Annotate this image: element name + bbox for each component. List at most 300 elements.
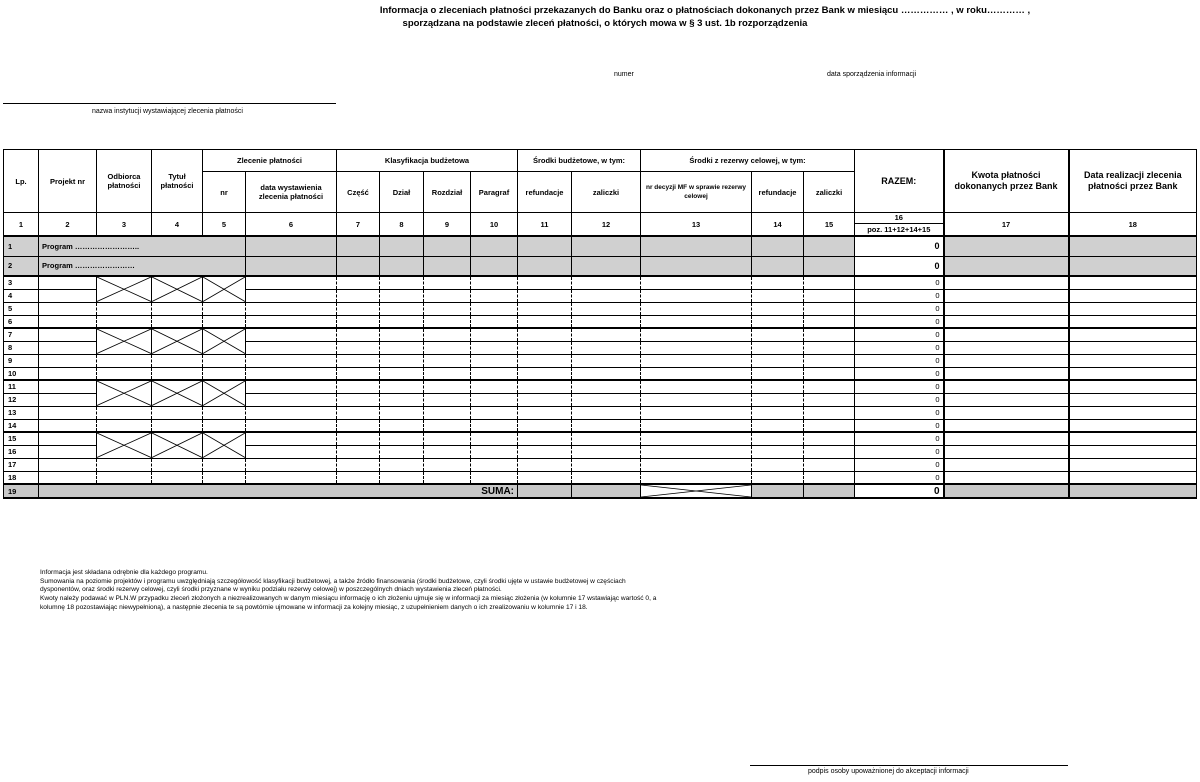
row-cell — [518, 276, 572, 289]
note-line: kolumnę 18 pozostawiając niewypełnioną), a następnie zlecenia te są powtórnie ujmowane w informacji za kolejny miesiąc, z uzupełnieniem danych o ich zrealizowaniu w kolumnie 17 i 18. — [40, 603, 588, 611]
sum-zaliczki-1 — [572, 484, 641, 498]
column-16-formula: poz. 11+12+14+15 — [867, 225, 931, 234]
row-cell — [246, 328, 337, 341]
row-data-realizacji — [1069, 328, 1197, 341]
signature-label: podpis osoby upoważnionej do akceptacji informacji — [808, 768, 969, 775]
row-cell — [804, 471, 855, 484]
row-total: 0 — [855, 393, 944, 406]
column-number-7: 7 — [337, 213, 380, 237]
table-row — [4, 458, 1197, 471]
column-number-16-label: 16 — [855, 213, 943, 224]
row-cell — [641, 419, 752, 432]
row-data-realizacji — [1069, 419, 1197, 432]
row-cell — [246, 276, 337, 289]
row-cell — [246, 458, 337, 471]
program-cell — [641, 256, 752, 276]
row-cell — [424, 406, 471, 419]
column-number-row — [4, 213, 1197, 237]
crossed-cell — [203, 276, 246, 302]
row-total: 0 — [855, 445, 944, 458]
row-cell — [203, 354, 246, 367]
row-cell — [39, 458, 97, 471]
row-cell — [97, 354, 152, 367]
row-cell — [380, 406, 424, 419]
row-cell — [752, 471, 804, 484]
row-cell — [380, 315, 424, 328]
program-cell — [572, 256, 641, 276]
row-cell — [518, 419, 572, 432]
cross-out-mark — [152, 381, 202, 406]
header-refundacje-1: refundacje — [518, 172, 572, 213]
row-cell — [380, 354, 424, 367]
cross-out-mark — [152, 433, 202, 458]
program-lp: 2 — [4, 256, 39, 276]
row-total: 0 — [855, 315, 944, 328]
row-lp: 15 — [4, 432, 39, 445]
row-cell — [337, 302, 380, 315]
row-cell — [641, 328, 752, 341]
row-cell — [39, 367, 97, 380]
row-lp: 12 — [4, 393, 39, 406]
program-row — [4, 236, 1197, 256]
row-cell — [752, 289, 804, 302]
column-number-13: 13 — [641, 213, 752, 237]
row-kwota — [944, 328, 1069, 341]
row-lp: 13 — [4, 406, 39, 419]
row-cell — [380, 458, 424, 471]
row-cell — [641, 458, 752, 471]
row-cell — [518, 432, 572, 445]
row-data-realizacji — [1069, 367, 1197, 380]
crossed-cell — [152, 432, 203, 458]
row-cell — [380, 302, 424, 315]
row-data-realizacji — [1069, 276, 1197, 289]
row-cell — [804, 380, 855, 393]
row-data-realizacji — [1069, 289, 1197, 302]
crossed-cell — [97, 276, 152, 302]
program-cell — [752, 256, 804, 276]
column-number-6: 6 — [246, 213, 337, 237]
row-cell — [572, 354, 641, 367]
table-row — [4, 471, 1197, 484]
row-cell — [337, 406, 380, 419]
row-cell — [804, 458, 855, 471]
program-row — [4, 256, 1197, 276]
row-cell — [424, 328, 471, 341]
row-cell — [471, 328, 518, 341]
header-razem: RAZEM: — [855, 150, 944, 213]
row-kwota — [944, 445, 1069, 458]
crossed-cell — [203, 432, 246, 458]
row-cell — [246, 432, 337, 445]
row-cell — [752, 328, 804, 341]
row-lp: 16 — [4, 445, 39, 458]
program-data-realizacji — [1069, 256, 1197, 276]
row-cell — [424, 341, 471, 354]
column-number-10: 10 — [471, 213, 518, 237]
row-cell — [39, 354, 97, 367]
table-row — [4, 302, 1197, 315]
row-cell — [752, 276, 804, 289]
row-cell — [641, 445, 752, 458]
row-cell — [518, 393, 572, 406]
row-cell — [424, 380, 471, 393]
header-refundacje-2: refundacje — [752, 172, 804, 213]
row-cell — [152, 419, 203, 432]
row-cell — [471, 354, 518, 367]
row-cell — [471, 341, 518, 354]
row-cell — [752, 419, 804, 432]
row-cell — [752, 302, 804, 315]
crossed-cell — [97, 328, 152, 354]
row-cell — [337, 471, 380, 484]
row-cell — [572, 289, 641, 302]
row-cell — [380, 380, 424, 393]
row-cell — [804, 367, 855, 380]
header-rozdzial: Rozdział — [424, 172, 471, 213]
row-cell — [203, 471, 246, 484]
row-cell — [572, 341, 641, 354]
row-cell — [471, 380, 518, 393]
program-data-realizacji — [1069, 236, 1197, 256]
column-number-2: 2 — [39, 213, 97, 237]
row-lp: 8 — [4, 341, 39, 354]
row-cell — [752, 406, 804, 419]
program-cell — [380, 256, 424, 276]
table-row — [4, 328, 1197, 341]
row-cell — [380, 289, 424, 302]
row-cell — [39, 406, 97, 419]
row-cell — [804, 302, 855, 315]
row-cell — [572, 367, 641, 380]
row-total: 0 — [855, 367, 944, 380]
header-zlecenie-data: data wystawienia zlecenia płatności — [246, 172, 337, 213]
program-total: 0 — [855, 236, 944, 256]
row-cell — [641, 380, 752, 393]
crossed-cell — [203, 380, 246, 406]
header-projekt: Projekt nr — [39, 150, 97, 213]
program-label: Program …………………… — [39, 256, 246, 276]
row-total: 0 — [855, 432, 944, 445]
crossed-cell — [203, 328, 246, 354]
row-kwota — [944, 406, 1069, 419]
program-cell — [424, 256, 471, 276]
row-cell — [641, 289, 752, 302]
row-lp: 11 — [4, 380, 39, 393]
row-lp: 7 — [4, 328, 39, 341]
header-klasyfikacja: Klasyfikacja budżetowa — [337, 150, 518, 172]
row-cell — [380, 276, 424, 289]
row-kwota — [944, 432, 1069, 445]
row-data-realizacji — [1069, 354, 1197, 367]
row-cell — [471, 289, 518, 302]
row-total: 0 — [855, 328, 944, 341]
column-number-8: 8 — [380, 213, 424, 237]
column-number-11: 11 — [518, 213, 572, 237]
row-cell — [572, 419, 641, 432]
row-cell — [471, 432, 518, 445]
row-kwota — [944, 367, 1069, 380]
row-total: 0 — [855, 289, 944, 302]
row-kwota — [944, 289, 1069, 302]
row-cell — [380, 367, 424, 380]
row-cell — [246, 367, 337, 380]
program-cell — [804, 256, 855, 276]
row-cell — [97, 367, 152, 380]
header-srodki-rezerwy: Środki z rezerwy celowej, w tym: — [641, 150, 855, 172]
column-number-12: 12 — [572, 213, 641, 237]
row-cell — [203, 302, 246, 315]
column-number-5: 5 — [203, 213, 246, 237]
row-total: 0 — [855, 406, 944, 419]
row-cell — [39, 328, 97, 341]
page-title — [0, 4, 1200, 30]
row-cell — [804, 315, 855, 328]
program-kwota — [944, 236, 1069, 256]
header-zaliczki-1: zaliczki — [572, 172, 641, 213]
row-cell — [804, 328, 855, 341]
row-cell — [471, 419, 518, 432]
row-cell — [424, 471, 471, 484]
numer-label: numer — [614, 71, 634, 78]
row-cell — [246, 406, 337, 419]
program-cell — [337, 236, 380, 256]
row-cell — [152, 471, 203, 484]
row-cell — [39, 302, 97, 315]
row-cell — [752, 458, 804, 471]
table-row — [4, 315, 1197, 328]
sum-refundacje-2 — [752, 484, 804, 498]
program-kwota — [944, 256, 1069, 276]
header-zaliczki-2: zaliczki — [804, 172, 855, 213]
row-cell — [804, 406, 855, 419]
row-cell — [641, 432, 752, 445]
cross-out-mark — [97, 329, 151, 354]
row-total: 0 — [855, 302, 944, 315]
row-cell — [246, 445, 337, 458]
table-row — [4, 419, 1197, 432]
row-cell — [752, 445, 804, 458]
program-cell — [246, 236, 337, 256]
row-cell — [424, 367, 471, 380]
row-lp: 10 — [4, 367, 39, 380]
note-line: Kwoty należy podawać w PLN.W przypadku zleceń złożonych a niezrealizowanych w danym miesiącu informację o ich złożeniu ujmuje się w informacji za miesiąc złożenia (w kolumnie 17 wstawiając wartość 0, a — [40, 595, 657, 603]
cross-out-mark — [97, 433, 151, 458]
row-cell — [39, 289, 97, 302]
row-kwota — [944, 471, 1069, 484]
cross-out-mark — [97, 381, 151, 406]
title-line-1: Informacja o zleceniach płatności przekazanych do Banku oraz o płatnościach dokonanych przez Bank w miesiącu …………… , w roku………… , — [379, 5, 1031, 16]
row-cell — [518, 341, 572, 354]
column-number-14: 14 — [752, 213, 804, 237]
row-data-realizacji — [1069, 471, 1197, 484]
row-cell — [39, 471, 97, 484]
payments-table — [3, 149, 1197, 499]
row-lp: 17 — [4, 458, 39, 471]
row-cell — [518, 328, 572, 341]
header-tytul: Tytuł płatności — [152, 150, 203, 213]
program-cell — [380, 236, 424, 256]
row-cell — [152, 367, 203, 380]
header-czesc: Część — [337, 172, 380, 213]
column-number-4: 4 — [152, 213, 203, 237]
header-zlecenie-nr: nr — [203, 172, 246, 213]
row-cell — [518, 445, 572, 458]
header-paragraf: Paragraf — [471, 172, 518, 213]
row-cell — [39, 380, 97, 393]
row-cell — [752, 341, 804, 354]
row-cell — [337, 432, 380, 445]
row-cell — [424, 419, 471, 432]
row-cell — [246, 341, 337, 354]
cross-out-mark — [152, 329, 202, 354]
row-cell — [97, 406, 152, 419]
table-row — [4, 432, 1197, 445]
column-number-16 — [855, 213, 944, 237]
row-kwota — [944, 341, 1069, 354]
row-cell — [152, 406, 203, 419]
note-line: Sumowania na poziomie projektów i programu uwzględniają szczegółowość klasyfikacji budżetowej, a także źródło finansowania (środki budżetowe, czyli środki ujęte w ustawie budżetowej w częściach — [40, 577, 626, 585]
header-data-realizacji: Data realizacji zlecenia płatności przez Bank — [1069, 150, 1197, 213]
row-cell — [246, 419, 337, 432]
cross-out-mark — [203, 433, 245, 458]
row-cell — [572, 315, 641, 328]
row-cell — [39, 419, 97, 432]
row-cell — [424, 445, 471, 458]
program-cell — [572, 236, 641, 256]
row-kwota — [944, 315, 1069, 328]
row-cell — [246, 354, 337, 367]
row-cell — [246, 393, 337, 406]
program-cell — [641, 236, 752, 256]
row-cell — [804, 276, 855, 289]
sum-refundacje-1 — [518, 484, 572, 498]
row-cell — [471, 315, 518, 328]
column-number-17: 17 — [944, 213, 1069, 237]
row-cell — [518, 354, 572, 367]
row-kwota — [944, 354, 1069, 367]
row-cell — [246, 315, 337, 328]
cross-out-mark — [203, 381, 245, 406]
row-kwota — [944, 380, 1069, 393]
row-data-realizacji — [1069, 302, 1197, 315]
sum-decyzja-crossed — [641, 484, 752, 498]
header-kwota: Kwota płatności dokonanych przez Bank — [944, 150, 1069, 213]
program-lp: 1 — [4, 236, 39, 256]
row-cell — [424, 276, 471, 289]
row-total: 0 — [855, 341, 944, 354]
signature-line — [750, 765, 1068, 766]
row-total: 0 — [855, 419, 944, 432]
row-cell — [337, 328, 380, 341]
row-cell — [152, 354, 203, 367]
row-cell — [804, 445, 855, 458]
row-cell — [752, 315, 804, 328]
header-lp: Lp. — [4, 150, 39, 213]
column-number-1: 1 — [4, 213, 39, 237]
row-cell — [39, 315, 97, 328]
program-cell — [518, 256, 572, 276]
row-cell — [572, 432, 641, 445]
cross-out-mark — [152, 277, 202, 302]
row-total: 0 — [855, 458, 944, 471]
program-cell — [471, 236, 518, 256]
row-cell — [471, 445, 518, 458]
institution-label: nazwa instytucji wystawiającej zlecenia płatności — [92, 108, 243, 115]
row-cell — [246, 380, 337, 393]
row-cell — [518, 406, 572, 419]
row-data-realizacji — [1069, 406, 1197, 419]
program-cell — [424, 236, 471, 256]
table-row — [4, 406, 1197, 419]
row-cell — [380, 445, 424, 458]
crossed-cell — [152, 328, 203, 354]
row-cell — [337, 289, 380, 302]
row-cell — [424, 302, 471, 315]
row-cell — [572, 458, 641, 471]
row-cell — [471, 276, 518, 289]
column-number-18: 18 — [1069, 213, 1197, 237]
row-lp: 9 — [4, 354, 39, 367]
row-cell — [203, 406, 246, 419]
row-data-realizacji — [1069, 341, 1197, 354]
row-cell — [572, 471, 641, 484]
row-kwota — [944, 276, 1069, 289]
date-label: data sporządzenia informacji — [827, 71, 917, 78]
column-number-3: 3 — [97, 213, 152, 237]
row-cell — [337, 341, 380, 354]
row-cell — [203, 367, 246, 380]
cross-out-mark — [203, 329, 245, 354]
row-data-realizacji — [1069, 393, 1197, 406]
crossed-cell — [152, 276, 203, 302]
row-cell — [804, 341, 855, 354]
row-data-realizacji — [1069, 380, 1197, 393]
sum-row — [4, 484, 1197, 498]
row-cell — [203, 315, 246, 328]
row-cell — [380, 328, 424, 341]
row-cell — [337, 354, 380, 367]
row-cell — [337, 315, 380, 328]
row-cell — [39, 393, 97, 406]
row-cell — [518, 315, 572, 328]
row-cell — [572, 445, 641, 458]
header-odbiorca: Odbiorca płatności — [97, 150, 152, 213]
table-row — [4, 276, 1197, 289]
row-cell — [804, 354, 855, 367]
row-kwota — [944, 419, 1069, 432]
row-cell — [804, 289, 855, 302]
table-row — [4, 380, 1197, 393]
row-cell — [471, 458, 518, 471]
row-cell — [641, 341, 752, 354]
program-cell — [337, 256, 380, 276]
column-number-15: 15 — [804, 213, 855, 237]
row-cell — [380, 341, 424, 354]
sum-zaliczki-2 — [804, 484, 855, 498]
row-cell — [641, 367, 752, 380]
row-lp: 6 — [4, 315, 39, 328]
program-cell — [471, 256, 518, 276]
row-cell — [518, 458, 572, 471]
crossed-cell — [97, 432, 152, 458]
row-total: 0 — [855, 354, 944, 367]
row-kwota — [944, 393, 1069, 406]
row-cell — [203, 458, 246, 471]
row-lp: 5 — [4, 302, 39, 315]
row-cell — [152, 302, 203, 315]
row-cell — [152, 315, 203, 328]
